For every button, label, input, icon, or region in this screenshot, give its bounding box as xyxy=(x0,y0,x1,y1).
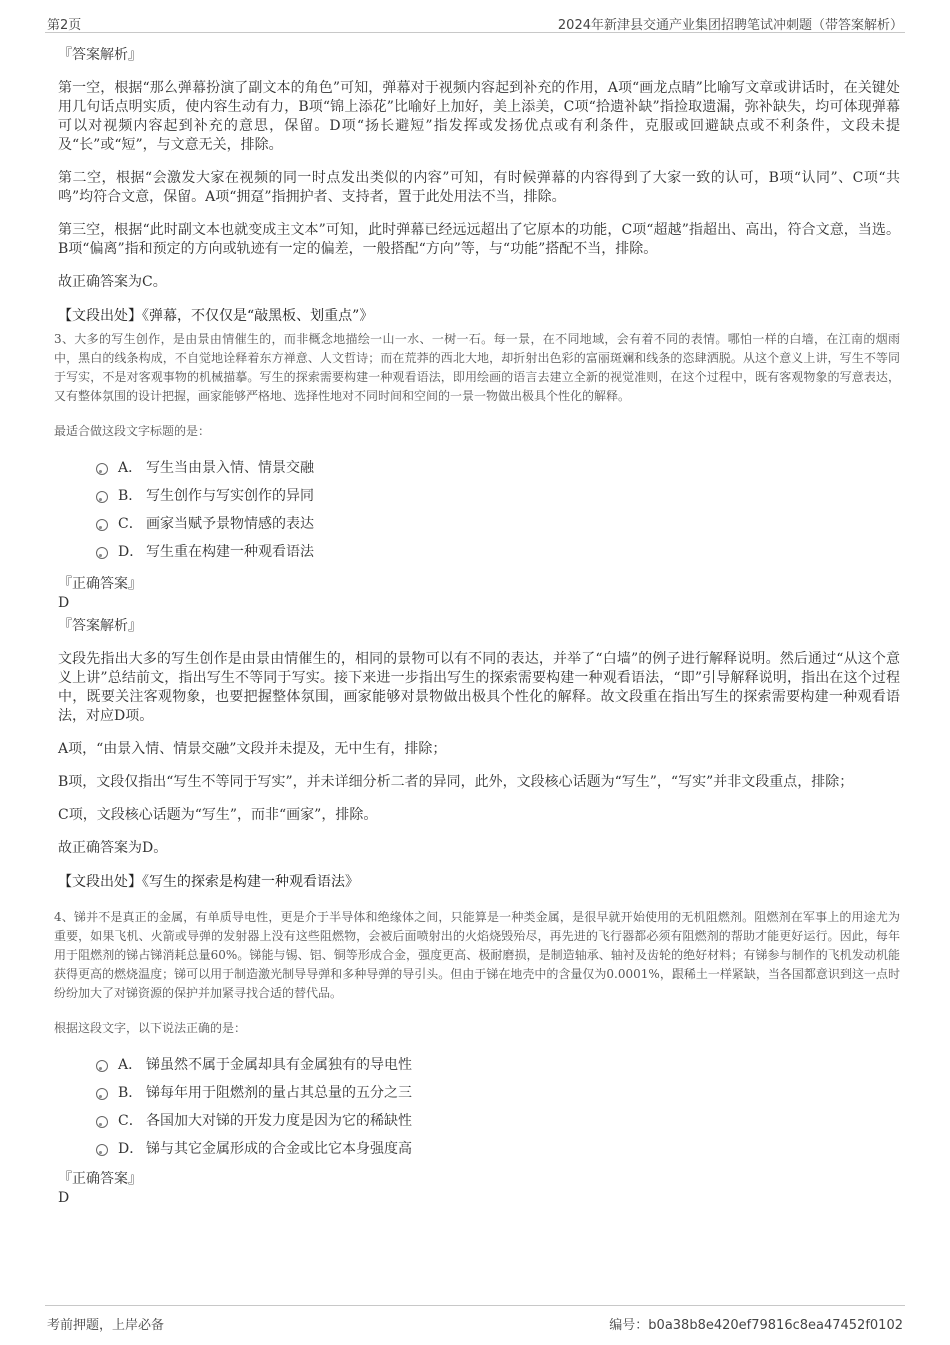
q4-option-d[interactable] xyxy=(50,1135,900,1163)
q3-passage: 3、大多的写生创作，是由景由情催生的，而非概念地描绘一山一水、一树一石。每一景，在不同地域，会有着不同的表情。哪怕一样的白墙，在江南的烟雨中，黑白的线条构成，不自觉地诠释着东方禅意、人文哲诗；而在荒莽的西北大地，却折射出色彩的富丽斑斓和线条的恣肆洒脱。从这个意义上讲，写生不等同于写实，不是对客观事物的机械描摹。写生的探索需要构建一种观看语法，即用绘画的语言去建立全新的视觉准则，在这个过程中，既有客观物象的写意表达，又有整体氛围的设计把握，画家能够严格地、选择性地对不同时间和空间的一景一物做出极具个性化的解释。 xyxy=(54,332,900,403)
q2-conclusion: 故正确答案为C。 xyxy=(58,274,167,290)
footer-slogan: 考前押题，上岸必备 xyxy=(47,1318,165,1333)
radio-icon[interactable] xyxy=(96,1060,108,1072)
q3-option-c[interactable] xyxy=(50,510,900,538)
q4-option-a[interactable] xyxy=(50,1051,900,1079)
q3-source: 【文段出处】《写生的探索是构建一种观看语法》 xyxy=(58,874,359,890)
q3-prompt: 最适合做这段文字标题的是： xyxy=(54,424,211,438)
analysis-label: 『答案解析』 xyxy=(58,618,142,634)
option-text: 各国加大对锑的开发力度是因为它的稀缺性 xyxy=(146,1113,412,1129)
option-letter: C． xyxy=(118,516,143,532)
option-letter: A． xyxy=(118,1057,143,1073)
radio-icon[interactable] xyxy=(96,491,108,503)
option-letter: D． xyxy=(118,544,144,560)
q4-options xyxy=(50,1051,900,1163)
page-header xyxy=(45,8,905,33)
analysis-label: 『答案解析』 xyxy=(58,47,142,63)
option-letter: C． xyxy=(118,1113,143,1129)
q3-option-b[interactable] xyxy=(50,482,900,510)
q2-source: 【文段出处】《弹幕，不仅仅是“敲黑板、划重点”》 xyxy=(58,308,374,324)
q3-option-a[interactable] xyxy=(50,454,900,482)
q3-analysis-p2: A项，“由景入情、情景交融”文段并未提及，无中生有，排除； xyxy=(58,741,447,757)
radio-icon[interactable] xyxy=(96,547,108,559)
radio-icon[interactable] xyxy=(96,1144,108,1156)
q3-analysis-p4: C项，文段核心话题为“写生”，而非“画家”，排除。 xyxy=(58,807,378,823)
q3-analysis-p1: 文段先指出大多的写生创作是由景由情催生的，相同的景物可以有不同的表达，并举了“白墙”的例子进行解释说明。然后通过“从这个意义上讲”总结前文，指出写生不等同于写实。接下来进一步指出写生的探索需要构建一种观看语法，“即”引导解释说明，指出在这个过程中，既要关注客观物象，也要把握整体氛围，画家能够对景物做出极具个性化的解释。故文段重在指出写生的探索需要构建一种观看语法，对应D项。 xyxy=(58,651,900,724)
correct-answer-label: 『正确答案』 xyxy=(58,1171,142,1187)
option-text: 锑每年用于阻燃剂的量占其总量的五分之三 xyxy=(146,1085,412,1101)
q3-options xyxy=(50,454,900,566)
radio-icon[interactable] xyxy=(96,519,108,531)
document-body xyxy=(50,45,900,1207)
page-footer xyxy=(45,1305,905,1332)
document-title: 2024年新津县交通产业集团招聘笔试冲刺题（带答案解析） xyxy=(557,18,903,33)
option-letter: A． xyxy=(118,460,143,476)
correct-answer-label: 『正确答案』 xyxy=(58,576,142,592)
q2-analysis-p3: 第三空，根据“此时副文本也就变成主文本”可知，此时弹幕已经远远超出了它原本的功能，C项“超越”指超出、高出，符合文意，当选。B项“偏离”指和预定的方向或轨迹有一定的偏差，一般搭配“方向”等，与“功能”搭配不当，排除。 xyxy=(58,222,900,257)
option-text: 写生当由景入情、情景交融 xyxy=(146,460,314,476)
option-letter: B． xyxy=(118,1085,143,1101)
q2-analysis-p2: 第二空，根据“会激发大家在视频的同一时点发出类似的内容”可知，有时候弹幕的内容得到了大家一致的认可，B项“认同”、C项“共鸣”均符合文意，保留。A项“拥趸”指拥护者、支持者，置于此处用法不当，排除。 xyxy=(58,170,900,205)
option-letter: D． xyxy=(118,1141,144,1157)
option-text: 画家当赋予景物情感的表达 xyxy=(146,516,314,532)
q3-answer: D xyxy=(58,595,70,611)
option-text: 写生创作与写实创作的异同 xyxy=(146,488,314,504)
q3-conclusion: 故正确答案为D。 xyxy=(58,840,168,856)
q3-option-d[interactable] xyxy=(50,538,900,566)
radio-icon[interactable] xyxy=(96,1088,108,1100)
q4-option-c[interactable] xyxy=(50,1107,900,1135)
q3-analysis-p3: B项，文段仅指出“写生不等同于写实”，并未详细分析二者的异同，此外，文段核心话题为“写生”，“写实”并非文段重点，排除； xyxy=(58,774,854,790)
q4-option-b[interactable] xyxy=(50,1079,900,1107)
option-letter: B． xyxy=(118,488,143,504)
page-number: 第2页 xyxy=(47,18,82,33)
radio-icon[interactable] xyxy=(96,463,108,475)
document-id: 编号：b0a38b8e420ef79816c8ea47452f0102 xyxy=(609,1318,903,1333)
q4-passage: 4、锑并不是真正的金属，有单质导电性，更是介于半导体和绝缘体之间，只能算是一种类金属，是很早就开始使用的无机阻燃剂。阻燃剂在军事上的用途尤为重要，如果飞机、火箭或导弹的发射器上没有这些阻燃物，会被后面喷射出的火焰烧毁殆尽，再先进的飞行器都必须有阻燃剂的帮助才能更好运行。因此，每年用于阻燃剂的锑占锑消耗总量60%。锑能与锡、铝、铜等形成合金，强度更高、极耐磨损，是制造轴承、轴衬及齿轮的绝好材料；有锑参与制作的飞机发动机能获得更高的燃烧温度；锑可以用于制造激光制导导弹和多种导弹的导引头。但由于锑在地壳中的含量仅为0.0001%，跟稀土一样紧缺，当各国都意识到这一点时纷纷加大了对锑资源的保护并加紧寻找合适的替代品。 xyxy=(54,910,900,1000)
q2-analysis-p1: 第一空，根据“那么弹幕扮演了副文本的角色”可知，弹幕对于视频内容起到补充的作用，A项“画龙点睛”比喻写文章或讲话时，在关键处用几句话点明实质，使内容生动有力，B项“锦上添花”比喻好上加好，美上添美，C项“拾遗补缺”指捡取遗漏，弥补缺失，均可体现弹幕可以对视频内容起到补充的意思，保留。D项“扬长避短”指发挥或发扬优点或有利条件，克服或回避缺点或不利条件，文段未提及“长”或“短”，与文意无关，排除。 xyxy=(58,80,900,153)
q4-answer: D xyxy=(58,1190,70,1206)
radio-icon[interactable] xyxy=(96,1116,108,1128)
option-text: 写生重在构建一种观看语法 xyxy=(146,544,314,560)
option-text: 锑虽然不属于金属却具有金属独有的导电性 xyxy=(146,1057,412,1073)
option-text: 锑与其它金属形成的合金或比它本身强度高 xyxy=(146,1141,412,1157)
q4-prompt: 根据这段文字，以下说法正确的是： xyxy=(54,1021,247,1035)
